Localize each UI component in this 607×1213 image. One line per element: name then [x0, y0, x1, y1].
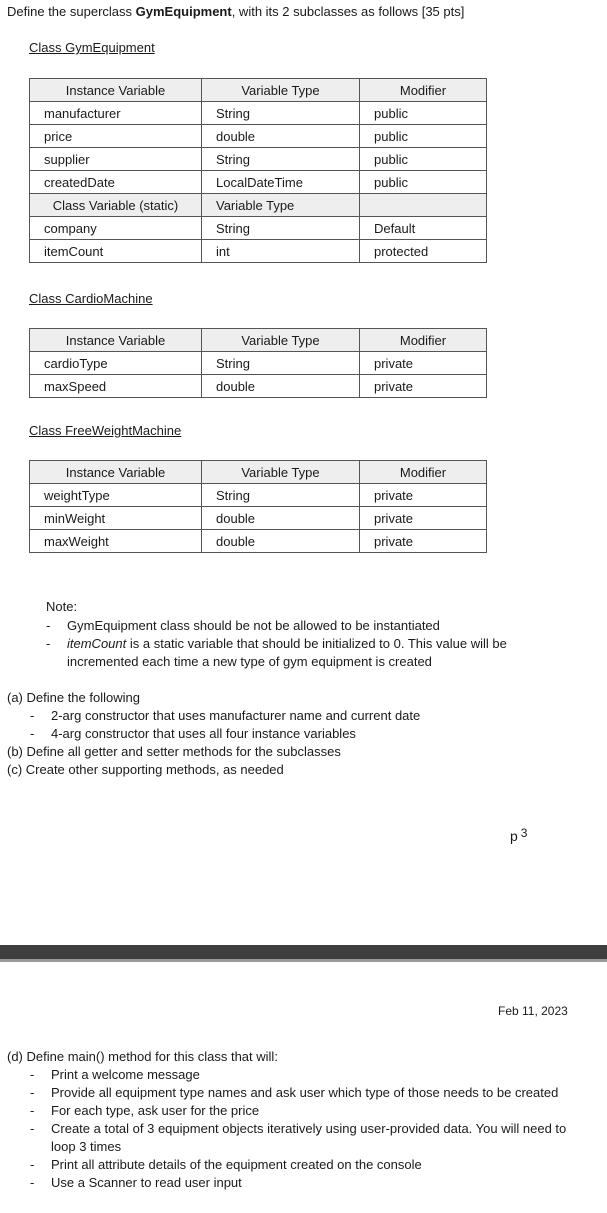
table-cell: double [202, 125, 360, 148]
requirements-parts [7, 689, 567, 779]
table-cell: public [360, 148, 487, 171]
cardiomachine-table [29, 328, 487, 398]
table-cell: itemCount [30, 240, 202, 263]
header-cell: Variable Type [202, 79, 360, 102]
table-cell: private [360, 507, 487, 530]
table-cell: String [202, 102, 360, 125]
header-cell: Variable Type [202, 461, 360, 484]
table-cell: double [202, 375, 360, 398]
table-row [30, 530, 487, 553]
header-cell: Instance Variable [30, 461, 202, 484]
table-cell: cardioType [30, 352, 202, 375]
table-cell: supplier [30, 148, 202, 171]
table-cell: String [202, 352, 360, 375]
page-marker [510, 826, 527, 844]
intro-prefix: Define the superclass [7, 4, 136, 19]
table-cell: minWeight [30, 507, 202, 530]
part-c: (c) Create other supporting methods, as needed [7, 762, 284, 777]
table-cell: String [202, 484, 360, 507]
page-date: Feb 11, 2023 [498, 1004, 568, 1018]
table-cell: LocalDateTime [202, 171, 360, 194]
table-cell: private [360, 352, 487, 375]
table-cell: private [360, 375, 487, 398]
note-italic: itemCount [67, 636, 127, 651]
list-item [46, 617, 546, 635]
list-item: - 2-arg constructor that uses manufacturer name and current date [30, 707, 567, 725]
intro-suffix: , with its 2 subclasses as follows [35 pts] [231, 4, 465, 19]
part-a: (a) Define the following [7, 690, 140, 705]
table-row [30, 102, 487, 125]
table-cell: public [360, 171, 487, 194]
table-cell: public [360, 102, 487, 125]
header-cell: Variable Type [202, 194, 360, 217]
list-item [46, 635, 546, 671]
table-cell: String [202, 148, 360, 171]
class-caption-cardiomachine: Class CardioMachine [29, 291, 153, 306]
table-cell: double [202, 530, 360, 553]
table-header-row [30, 79, 487, 102]
table-row [30, 148, 487, 171]
table-header-row [30, 461, 487, 484]
header-cell [360, 194, 487, 217]
table-cell: private [360, 530, 487, 553]
header-cell: Modifier [360, 329, 487, 352]
class-caption-gymequipment: Class GymEquipment [29, 40, 155, 55]
page-break-shadow [0, 959, 607, 962]
table-row [30, 507, 487, 530]
table-cell: String [202, 217, 360, 240]
list-item: - Provide all equipment type names and ask user which type of those needs to be created [30, 1084, 587, 1102]
table-cell: company [30, 217, 202, 240]
table-cell: createdDate [30, 171, 202, 194]
table-cell: price [30, 125, 202, 148]
header-cell: Modifier [360, 79, 487, 102]
header-cell: Variable Type [202, 329, 360, 352]
table-row [30, 125, 487, 148]
freeweightmachine-table [29, 460, 487, 553]
header-cell: Modifier [360, 461, 487, 484]
table-cell: maxSpeed [30, 375, 202, 398]
table-row [30, 352, 487, 375]
page-marker-p: p [510, 828, 518, 844]
list-item: - Create a total of 3 equipment objects iteratively using user-provided data. You will need to loop 3 times [30, 1120, 587, 1156]
table-cell: manufacturer [30, 102, 202, 125]
table-cell: maxWeight [30, 530, 202, 553]
list-item: - Print a welcome message [30, 1066, 587, 1084]
intro-class-name: GymEquipment [135, 4, 232, 19]
table-cell: private [360, 484, 487, 507]
table-row [30, 484, 487, 507]
class-caption-freeweightmachine: Class FreeWeightMachine [29, 423, 182, 438]
note-text: GymEquipment class should be not be allowed to be instantiated [67, 618, 440, 633]
header-cell: Class Variable (static) [30, 194, 202, 217]
assignment-intro [7, 4, 464, 19]
part-d-title: (d) Define main() method for this class that will: [7, 1049, 278, 1064]
header-cell: Instance Variable [30, 329, 202, 352]
table-cell: public [360, 125, 487, 148]
table-cell: protected [360, 240, 487, 263]
table-header-row [30, 329, 487, 352]
note-list [46, 617, 546, 671]
table-cell: Default [360, 217, 487, 240]
part-d [7, 1048, 587, 1192]
list-item: - Use a Scanner to read user input [30, 1174, 587, 1192]
page-marker-num: 3 [520, 826, 528, 840]
page-break-divider [0, 945, 607, 959]
header-cell: Instance Variable [30, 79, 202, 102]
table-row [30, 217, 487, 240]
note-text: is a static variable that should be initialized to 0. This value will be incremented each time a new type of gym equipment is created [67, 636, 507, 669]
note-title: Note: [46, 599, 78, 614]
table-row [30, 375, 487, 398]
table-cell: weightType [30, 484, 202, 507]
static-header-row [30, 194, 487, 217]
part-b: (b) Define all getter and setter methods for the subclasses [7, 744, 341, 759]
table-row [30, 171, 487, 194]
list-item: - Print all attribute details of the equipment created on the console [30, 1156, 587, 1174]
table-row [30, 240, 487, 263]
gymequipment-table [29, 78, 487, 263]
table-cell: int [202, 240, 360, 263]
table-cell: double [202, 507, 360, 530]
list-item: - For each type, ask user for the price [30, 1102, 587, 1120]
list-item: - 4-arg constructor that uses all four instance variables [30, 725, 567, 743]
